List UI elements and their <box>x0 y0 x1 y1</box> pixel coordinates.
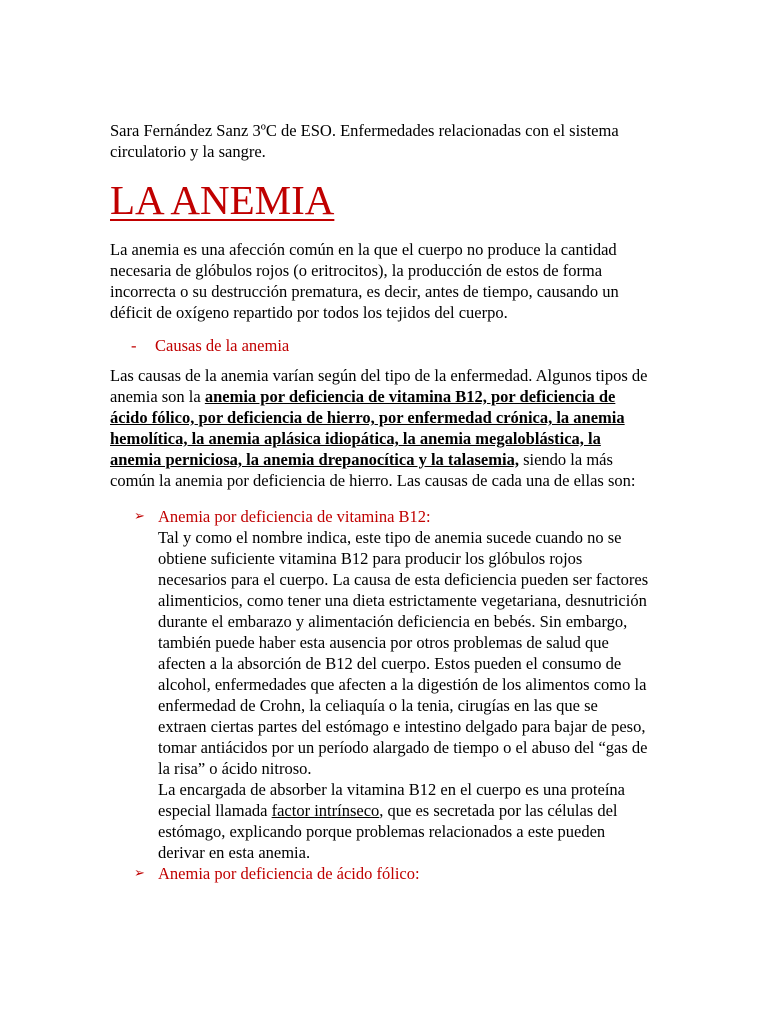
causes-paragraph <box>110 365 650 491</box>
causes-text-after: siendo la más común la anemia por deficiencia de hierro. Las causas de cada una de ellas son: <box>110 450 636 490</box>
item-heading-folic-acid: Anemia por deficiencia de ácido fólico: <box>158 864 420 883</box>
causes-text-before: Las causas de la anemia varían según del tipo de la enfermedad. Algunos tipos de anemia son la <box>110 366 648 406</box>
absorption-text-before: La encargada de absorber la vitamina B12 en el cuerpo es una proteína especial llamada <box>158 780 625 820</box>
document-page <box>110 120 650 884</box>
section-heading-label: Causas de la anemia <box>155 336 290 355</box>
anemia-types-list: anemia por deficiencia de vitamina B12, por deficiencia de ácido fólico, por deficiencia de hierro, por enfermedad crónica, la anemia hemolítica, la anemia aplásica idiopática, la anemia megaloblástica, la anemia perniciosa, la anemia drepanocítica y la talasemia, <box>110 387 625 469</box>
section-heading-causes <box>110 335 650 356</box>
dash-bullet-icon: - <box>131 336 137 355</box>
item-body-b12-absorption <box>158 779 650 863</box>
list-item-folic-acid <box>110 863 650 884</box>
author-header: Sara Fernández Sanz 3ºC de ESO. Enfermedades relacionadas con el sistema circulatorio y la sangre. <box>110 121 619 161</box>
factor-intrinseco-term: factor intrínseco <box>271 801 380 820</box>
list-item-b12 <box>110 506 650 863</box>
item-heading-b12: Anemia por deficiencia de vitamina B12: <box>158 507 431 526</box>
absorption-text-after: , que es secretada por las células del estómago, explicando porque problemas relacionados a este pueden derivar en esta anemia. <box>158 801 618 862</box>
arrow-bullet-icon: ➢ <box>134 509 145 524</box>
arrow-bullet-icon: ➢ <box>134 866 145 881</box>
intro-paragraph: La anemia es una afección común en la que el cuerpo no produce la cantidad necesaria de glóbulos rojos (o eritrocitos), la producción de estos de forma incorrecta o su destrucción prematura, es decir, antes de tiempo, causando un déficit de oxígeno repartido por todos los tejidos del cuerpo. <box>110 240 619 322</box>
document-title: LA ANEMIA <box>110 177 335 223</box>
item-body-b12: Tal y como el nombre indica, este tipo de anemia sucede cuando no se obtiene suficiente vitamina B12 para producir los glóbulos rojos necesarios para el cuerpo. La causa de esta deficiencia pueden ser factores alimenticios, como tener una dieta estrictamente vegetariana, desnutrición durante el embarazo y alimentación deficiencia en bebés. Sin embargo, también puede haber esta ausencia por otros problemas de salud que afecten a la absorción de B12 del cuerpo. Estos pueden el consumo de alcohol, enfermedades que afecten a la digestión de los alimentos como la enfermedad de Crohn, la celiaquía o la tenia, cirugías en las que se extraen ciertas partes del estómago e intestino delgado para bajar de peso, tomar antiácidos por un período alargado de tiempo o el abuso del “gas de la risa” o ácido nitroso. <box>158 528 649 778</box>
